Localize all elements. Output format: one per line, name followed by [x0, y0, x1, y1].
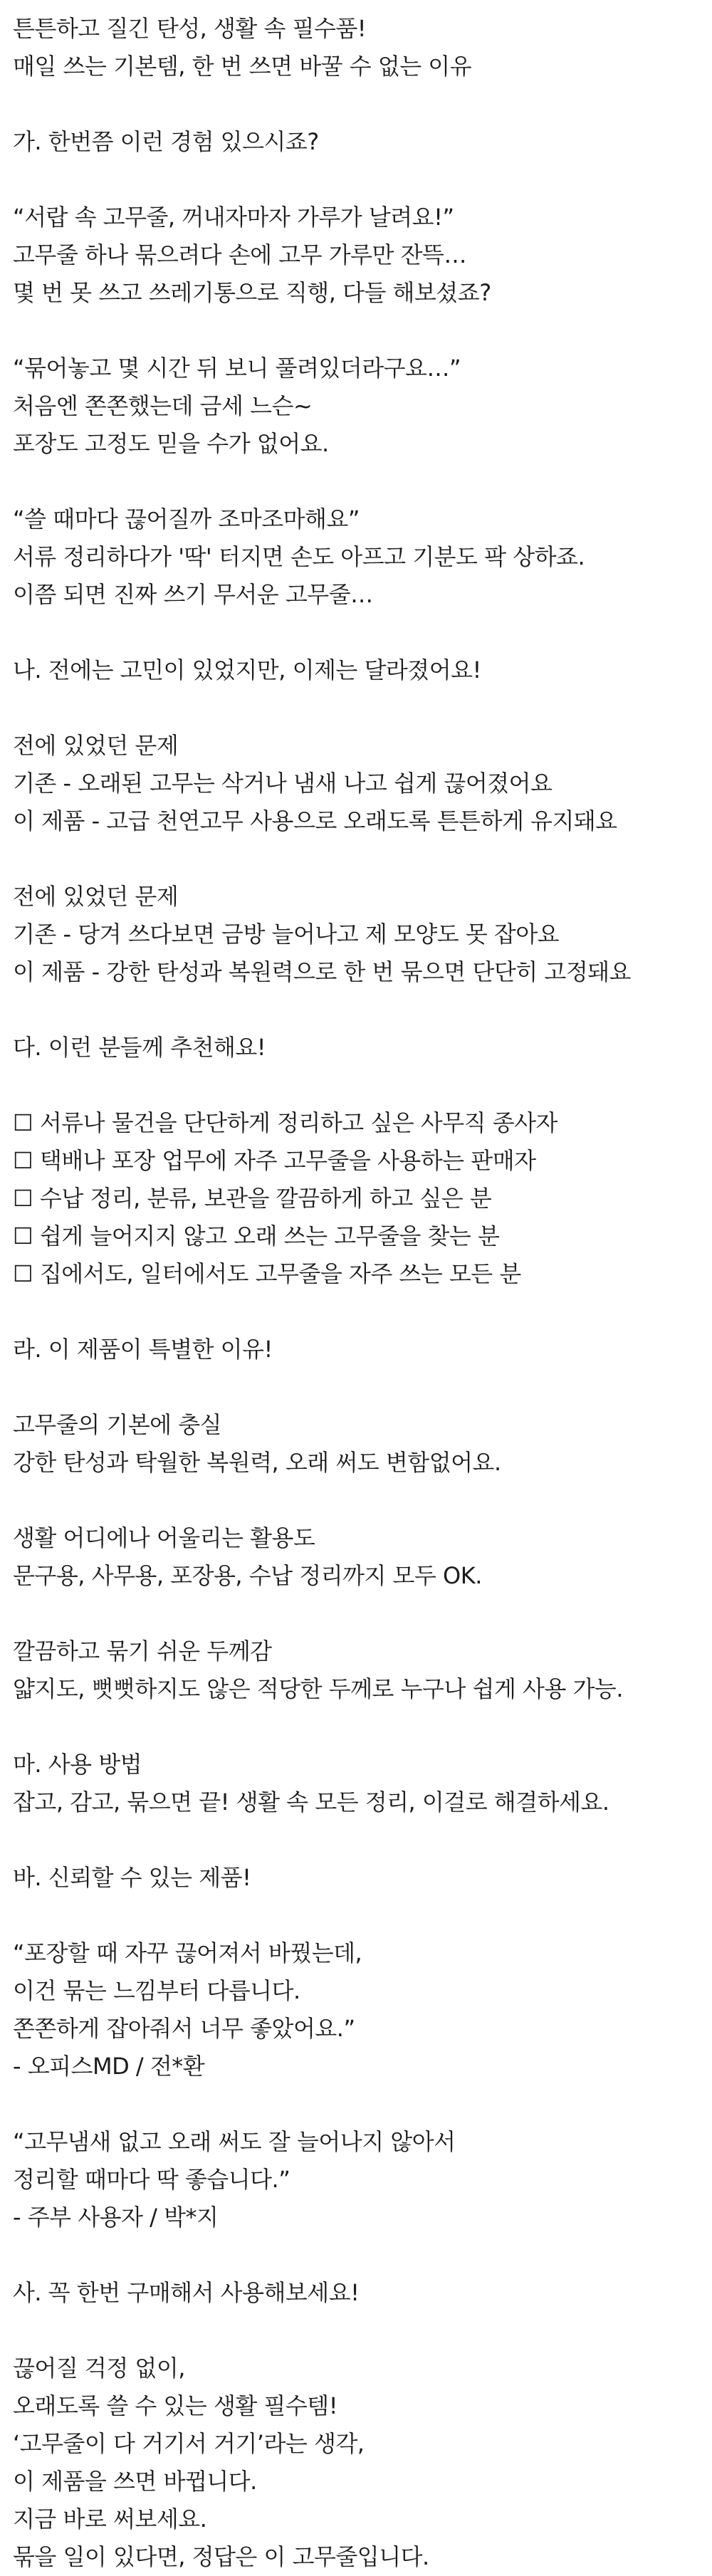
text-line: 사. 꼭 한번 구매해서 사용해보세요! [13, 2279, 360, 2306]
blank-line [13, 1595, 695, 1633]
text-line: 끊어질 걱정 없이, [13, 2355, 185, 2382]
text-line: “포장할 때 자꾸 끊어져서 바꿨는데, [13, 1939, 362, 1967]
text-line: 고무줄 하나 묶으려다 손에 고무 가루만 잔뜩… [13, 241, 466, 268]
text-line: ☐ 집에서도, 일터에서도 고무줄을 자주 쓰는 모든 분 [13, 1260, 521, 1287]
blank-line [13, 1708, 695, 1746]
text-line: 강한 탄성과 탁월한 복원력, 오래 써도 변함없어요. [13, 1449, 501, 1476]
blank-line [13, 1368, 695, 1406]
blank-line [13, 85, 695, 123]
text-line: 매일 쓰는 기본템, 한 번 쓰면 바꿀 수 없는 이유 [13, 53, 472, 80]
text-line: 묶을 일이 있다면, 정답은 이 고무줄입니다. [13, 2543, 429, 2570]
text-line: 이 제품 - 강한 탄성과 복원력으로 한 번 묶으면 단단히 고정돼요 [13, 958, 632, 985]
text-line: 정리할 때마다 딱 좋습니다.” [13, 2166, 290, 2193]
text-line: 지금 바로 써보세요. [13, 2506, 207, 2533]
text-line: - 주부 사용자 / 박*지 [13, 2204, 219, 2231]
text-line: 문구용, 사무용, 포장용, 수납 정리까지 모두 OK. [13, 1562, 482, 1589]
text-line: 이 제품 - 고급 천연고무 사용으로 오래도록 튼튼하게 유지돼요 [13, 807, 617, 834]
text-line: 쫀쫀하게 잡아줘서 너무 좋았어요.” [13, 2015, 355, 2042]
blank-line [13, 2085, 695, 2123]
text-line: 가. 한번쯤 이런 경험 있으시죠? [13, 128, 319, 155]
text-line: 기존 - 오래된 고무는 삭거나 냄새 나고 쉽게 끊어졌어요 [13, 770, 553, 797]
blank-line [13, 312, 695, 350]
text-line: 생활 어디에나 어울리는 활용도 [13, 1524, 315, 1551]
text-line: 처음엔 쫀쫀했는데 금세 느슨~ [13, 392, 313, 419]
text-line: “묶어놓고 몇 시간 뒤 보니 풀려있더라구요…” [13, 355, 461, 382]
text-line: ☐ 택배나 포장 업무에 자주 고무줄을 사용하는 판매자 [13, 1147, 536, 1174]
blank-line [13, 1067, 695, 1104]
text-line: 포장도 고정도 믿을 수가 없어요. [13, 430, 329, 457]
text-line: 튼튼하고 질긴 탄성, 생활 속 필수품! [13, 15, 367, 42]
text-line: 전에 있었던 문제 [13, 732, 179, 759]
text-line: ‘고무줄이 다 거기서 거기’라는 생각, [13, 2430, 365, 2457]
text-line: 다. 이런 분들께 추천해요! [13, 1034, 266, 1061]
text-line: ☐ 수납 정리, 분류, 보관을 깔끔하게 하고 싶은 분 [13, 1185, 492, 1212]
text-line: 몇 번 못 쓰고 쓰레기통으로 직행, 다들 해보셨죠? [13, 279, 491, 306]
text-line: 이 제품을 쓰면 바뀝니다. [13, 2468, 257, 2495]
text-line: “서랍 속 고무줄, 꺼내자마자 가루가 날려요!” [13, 204, 454, 231]
text-line: 바. 신뢰할 수 있는 제품! [13, 1864, 251, 1891]
blank-line [13, 614, 695, 651]
text-line: 이건 묶는 느낌부터 다릅니다. [13, 1977, 300, 2004]
text-line: 깔끔하고 묶기 쉬운 두께감 [13, 1638, 272, 1665]
text-line: 얇지도, 뻣뻣하지도 않은 적당한 두께로 누구나 쉽게 사용 가능. [13, 1675, 624, 1702]
text-line: ☐ 서류나 물건을 단단하게 정리하고 싶은 사무직 종사자 [13, 1109, 557, 1136]
text-line: “고무냄새 없고 오래 써도 잘 늘어나지 않아서 [13, 2128, 456, 2155]
text-line: 기존 - 당겨 쓰다보면 금방 늘어나고 제 모양도 못 잡아요 [13, 921, 560, 948]
text-line: 나. 전에는 고민이 있었지만, 이제는 달라졌어요! [13, 656, 481, 684]
text-line: 서류 정리하다가 '딱' 터지면 손도 아프고 기분도 팍 상하죠. [13, 543, 585, 570]
blank-line [13, 840, 695, 878]
blank-line [13, 1482, 695, 1519]
text-line: 고무줄의 기본에 충실 [13, 1411, 222, 1438]
blank-line [13, 2236, 695, 2274]
blank-line [13, 991, 695, 1029]
text-line: 마. 사용 방법 [13, 1751, 142, 1778]
text-line: “쓸 때마다 끊어질까 조마조마해요” [13, 506, 360, 533]
blank-line [13, 1821, 695, 1859]
blank-line [13, 1897, 695, 1934]
text-line: ☐ 쉽게 늘어지지 않고 오래 쓰는 고무줄을 찾는 분 [13, 1222, 500, 1250]
blank-line [13, 161, 695, 199]
text-line: 라. 이 제품이 특별한 이유! [13, 1336, 273, 1363]
text-line: 오래도록 쓸 수 있는 생활 필수템! [13, 2392, 338, 2419]
blank-line [13, 689, 695, 727]
blank-line [13, 1293, 695, 1331]
blank-line [13, 463, 695, 501]
text-line: 잡고, 감고, 묶으면 끝! 생활 속 모든 정리, 이걸로 해결하세요. [13, 1789, 609, 1816]
blank-line [13, 2312, 695, 2350]
text-line: - 오피스MD / 전*환 [13, 2053, 205, 2080]
text-line: 전에 있었던 문제 [13, 883, 179, 910]
text-line: 이쯤 되면 진짜 쓰기 무서운 고무줄… [13, 581, 373, 608]
